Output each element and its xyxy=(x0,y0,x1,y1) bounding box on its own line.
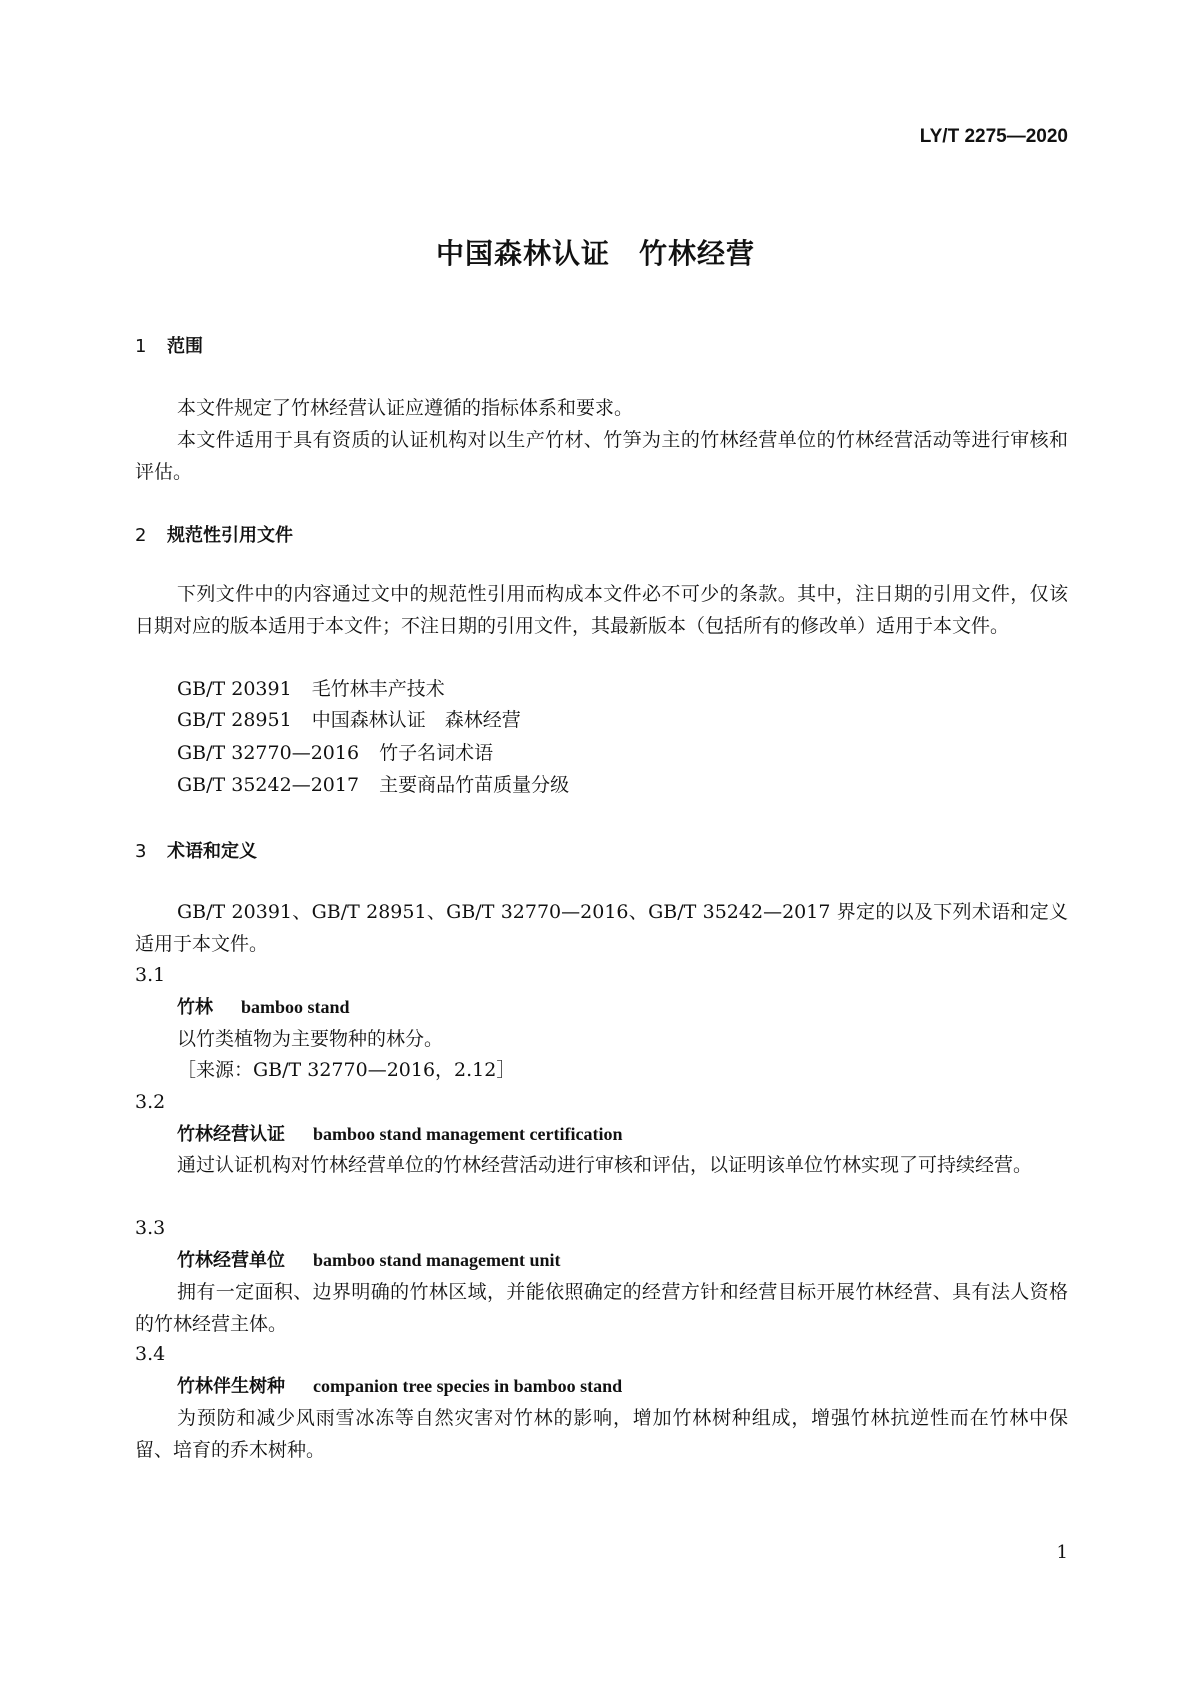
term-source: ［来源：GB/T 32770—2016，2.12］ xyxy=(177,1059,516,1081)
clause-number: 3.1 xyxy=(135,964,166,986)
section-title: 规范性引用文件 xyxy=(167,525,293,546)
document-code: LY/T 2275—2020 xyxy=(919,126,1068,147)
term-definition: 以竹类植物为主要物种的林分。 xyxy=(177,1028,444,1050)
section-title: 范围 xyxy=(167,336,203,357)
term-definition: 拥有一定面积、边界明确的竹林区域，并能依照确定的经营方针和经营目标开展竹林经营、具有法人资格的竹林经营主体。 xyxy=(135,1281,1068,1335)
clause-number: 3.4 xyxy=(135,1343,166,1365)
term-heading xyxy=(177,1245,561,1277)
section-heading-terms-definitions xyxy=(135,837,257,863)
reference-code: GB/T 28951 xyxy=(177,709,292,731)
term-heading xyxy=(177,992,350,1024)
term-heading xyxy=(177,1371,622,1403)
paragraph: GB/T 20391、GB/T 28951、GB/T 32770—2016、GB/T 35242—2017 界定的以及下列术语和定义适用于本文件。 xyxy=(135,901,1068,955)
reference-code: GB/T 20391 xyxy=(177,678,292,700)
page-number: 1 xyxy=(1056,1542,1068,1563)
reference-item xyxy=(177,674,445,706)
paragraph: 本文件适用于具有资质的认证机构对以生产竹材、竹笋为主的竹林经营单位的竹林经营活动等进行审核和评估。 xyxy=(135,429,1068,483)
reference-code: GB/T 32770—2016 xyxy=(177,742,360,764)
term-en: bamboo stand xyxy=(241,997,350,1017)
section-number: 3 xyxy=(135,841,147,862)
section-heading-scope xyxy=(135,332,203,358)
section-number: 2 xyxy=(135,525,147,546)
reference-item xyxy=(177,705,521,737)
reference-title: 竹子名词术语 xyxy=(379,742,494,764)
section-title: 术语和定义 xyxy=(167,841,257,862)
reference-title: 毛竹林丰产技术 xyxy=(311,678,445,700)
term-definition: 为预防和减少风雨雪冰冻等自然灾害对竹林的影响，增加竹林树种组成，增强竹林抗逆性而在竹林中保留、培育的乔木树种。 xyxy=(135,1407,1068,1461)
clause-number: 3.3 xyxy=(135,1217,166,1239)
term-en: bamboo stand management unit xyxy=(313,1250,561,1270)
page-title: 中国森林认证 竹林经营 xyxy=(435,237,755,270)
reference-title: 中国森林认证 森林经营 xyxy=(311,709,521,731)
paragraph: 下列文件中的内容通过文中的规范性引用而构成本文件必不可少的条款。其中，注日期的引用文件，仅该日期对应的版本适用于本文件；不注日期的引用文件，其最新版本（包括所有的修改单）适用于本文件。 xyxy=(135,583,1068,637)
term-zh: 竹林 xyxy=(177,997,213,1018)
reference-item xyxy=(177,738,493,770)
reference-code: GB/T 35242—2017 xyxy=(177,774,360,796)
reference-title: 主要商品竹苗质量分级 xyxy=(379,774,570,796)
term-definition: 通过认证机构对竹林经营单位的竹林经营活动进行审核和评估，以证明该单位竹林实现了可持续经营。 xyxy=(177,1154,1033,1176)
term-heading xyxy=(177,1119,622,1151)
term-en: companion tree species in bamboo stand xyxy=(313,1376,623,1396)
clause-number: 3.2 xyxy=(135,1091,166,1113)
paragraph: 本文件规定了竹林经营认证应遵循的指标体系和要求。 xyxy=(177,397,634,419)
term-zh: 竹林经营单位 xyxy=(177,1250,285,1271)
term-zh: 竹林经营认证 xyxy=(177,1124,285,1145)
term-zh: 竹林伴生树种 xyxy=(177,1376,285,1397)
reference-item xyxy=(177,770,569,802)
section-heading-normative-references xyxy=(135,521,293,547)
section-number: 1 xyxy=(135,336,147,357)
term-en: bamboo stand management certification xyxy=(313,1124,623,1144)
